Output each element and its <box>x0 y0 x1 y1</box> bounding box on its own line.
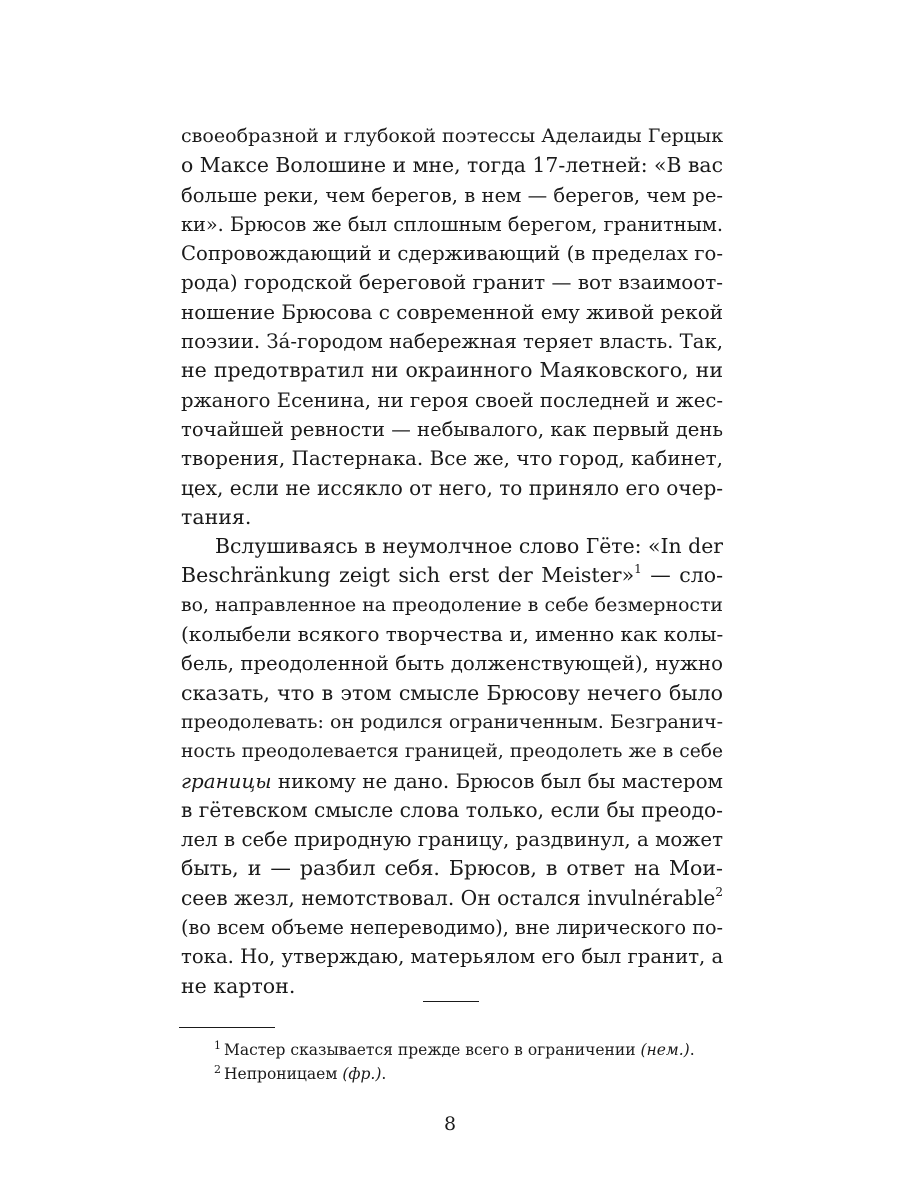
text-fragment: — сло- <box>641 563 723 588</box>
footnote-end: . <box>689 1041 695 1059</box>
footnotes <box>214 1038 734 1086</box>
text-line: больше реки, чем берегов, в нем — берегов, чем ре- <box>181 183 723 207</box>
text-line <box>181 767 723 796</box>
text-fragment: Beschränkung zeigt sich erst der Meister» <box>181 563 635 588</box>
text-line: ки». Брюсов же был сплошным берегом, гранитным. <box>181 212 723 236</box>
italic-word: границы <box>181 769 272 793</box>
text-line: цех, если не иссякло от него, то приняло его очер- <box>181 475 724 500</box>
text-line: о Максе Волошине и мне, тогда 17-летней: «В вас <box>181 153 723 178</box>
footnote-ref-1[interactable]: 1 <box>634 562 642 577</box>
text-line: быть, и — разбил себя. Брюсов, в ответ на Мои- <box>181 856 723 881</box>
text-line: тания. <box>181 504 252 529</box>
main-text <box>181 122 723 1001</box>
footnote-2 <box>214 1062 734 1086</box>
text-line: ношение Брюсова с современной ему живой рекой <box>181 299 723 324</box>
text-line: ржаного Есенина, ни героя своей последней и жес- <box>181 388 723 412</box>
text-line: (во всем объеме непереводимо), вне лирического по- <box>181 916 723 940</box>
footnote-1 <box>214 1038 734 1062</box>
text-line: (колыбели всякого творчества и, именно как колы- <box>181 623 724 647</box>
footnote-language: (фр.) <box>342 1065 382 1083</box>
footnote-number: 1 <box>214 1039 221 1052</box>
footnote-language: (нем.) <box>640 1041 690 1059</box>
text-line <box>181 884 723 913</box>
text-line: бель, преодоленной быть долженствующей), нужно <box>181 652 723 676</box>
text-line: не картон. <box>181 973 296 998</box>
text-line: Сопровождающий и сдерживающий (в пределах го- <box>181 242 723 266</box>
footnote-end: . <box>381 1065 387 1083</box>
footnote-ref-2[interactable]: 2 <box>715 884 723 899</box>
text-fragment: сеев жезл, немотствовал. Он остался invulnérable <box>181 885 716 910</box>
text-fragment: никому не дано. Брюсов был бы мастером <box>271 769 723 793</box>
text-line: точайшей ревности — небывалого, как первый день <box>181 417 723 441</box>
footnote-text: Мастер сказывается прежде всего в ограничении <box>224 1041 641 1059</box>
text-line: ность преодолевается границей, преодолеть же в себе <box>181 741 723 763</box>
footnote-number: 2 <box>214 1063 221 1076</box>
text-line: в гётевском смысле слова только, если бы преодо- <box>181 797 723 822</box>
footnote-separator <box>179 1027 275 1028</box>
text-line <box>181 561 723 590</box>
text-line: лел в себе природную границу, раздвинул, а может <box>181 828 723 852</box>
text-line: сказать, что в этом смысле Брюсову нечего было <box>181 680 723 705</box>
text-line: Вслушиваясь в неумолчное слово Гёте: «In der <box>215 534 723 559</box>
text-line: не предотвратил ни окраинного Маяковского, ни <box>181 358 723 383</box>
text-line: рода) городской береговой гранит — вот взаимоот- <box>181 270 723 295</box>
text-line: своеобразной и глубокой поэтессы Аделаиды Герцык <box>181 125 724 147</box>
text-line: тока. Но, утверждаю, матерьялом его был гранит, а <box>181 945 724 969</box>
footnote-text: Непроницаем <box>224 1065 343 1083</box>
section-divider <box>423 1001 479 1002</box>
text-line: во, направленное на преодоление в себе безмерности <box>181 593 723 616</box>
page-number: 8 <box>443 1113 457 1135</box>
text-line: поэзии. За́-городом набережная теряет власть. Так, <box>181 330 724 354</box>
text-line: творения, Пастернака. Все же, что город, кабинет, <box>181 447 723 471</box>
text-line: преодолевать: он родился ограниченным. Безгранич- <box>181 710 723 733</box>
